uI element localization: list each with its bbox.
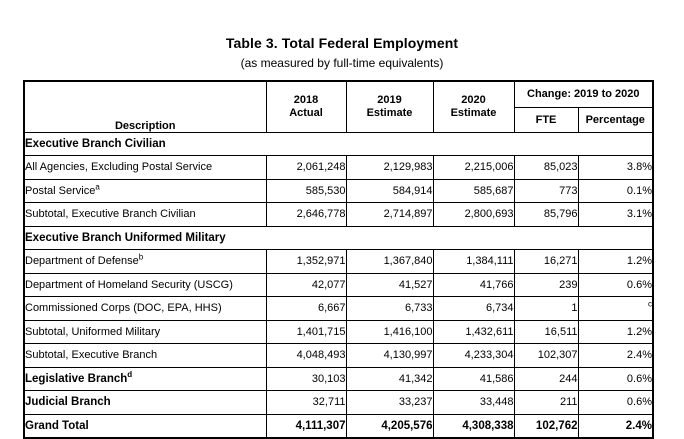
row-subtotal-uniformed-military (24, 320, 653, 344)
col-header-2019-sublabel: Estimate (366, 106, 413, 119)
cell-2018: 30,103 (266, 367, 346, 391)
cell-fte: 102,307 (514, 344, 578, 368)
cell-2020: 585,687 (433, 179, 514, 203)
cell-2018: 6,667 (266, 297, 346, 321)
cell-percentage: 0.1% (578, 179, 653, 203)
cell-2020: 2,215,006 (433, 156, 514, 180)
col-header-2018-sublabel: Actual (289, 106, 323, 119)
cell-percentage: 2.4% (578, 344, 653, 368)
col-header-2020-estimate (433, 81, 514, 132)
cell-label: Subtotal, Executive Branch Civilian (24, 203, 266, 227)
cell-fte: 211 (514, 391, 578, 415)
cell-2020: 4,233,304 (433, 344, 514, 368)
cell-2018: 2,061,248 (266, 156, 346, 180)
cell-2019: 41,527 (346, 273, 433, 297)
cell-label (24, 250, 266, 274)
footnote-marker-d: d (127, 369, 133, 379)
cell-2018: 42,077 (266, 273, 346, 297)
cell-fte: 244 (514, 367, 578, 391)
cell-label: Department of Homeland Security (USCG) (24, 273, 266, 297)
cell-label: Subtotal, Executive Branch (24, 344, 266, 368)
cell-fte: 85,796 (514, 203, 578, 227)
cell-percentage: 0.6% (578, 367, 653, 391)
cell-fte: 773 (514, 179, 578, 203)
cell-2020: 6,734 (433, 297, 514, 321)
row-department-of-defense (24, 250, 653, 274)
cell-percentage: 0.6% (578, 391, 653, 415)
cell-fte: 239 (514, 273, 578, 297)
cell-2018: 1,401,715 (266, 320, 346, 344)
cell-2019: 2,714,897 (346, 203, 433, 227)
cell-percentage: 3.1% (578, 203, 653, 227)
cell-2020: 4,308,338 (433, 414, 514, 438)
cell-2018: 4,111,307 (266, 414, 346, 438)
cell-2020: 41,766 (433, 273, 514, 297)
row-commissioned-corps (24, 297, 653, 321)
row-label-text: Legislative Branch (25, 372, 128, 385)
col-header-2020-sublabel: Estimate (450, 106, 497, 119)
footnote-marker-c: c (648, 299, 652, 309)
cell-2019: 4,205,576 (346, 414, 433, 438)
cell-label: Commissioned Corps (DOC, EPA, HHS) (24, 297, 266, 321)
row-label-text: Postal Service (25, 184, 96, 197)
cell-label (24, 179, 266, 203)
col-header-2019-year: 2019 (377, 93, 402, 106)
cell-2019: 584,914 (346, 179, 433, 203)
row-legislative-branch (24, 367, 653, 391)
row-subtotal-executive-branch (24, 344, 653, 368)
row-all-agencies (24, 156, 653, 180)
col-header-percentage: Percentage (578, 107, 653, 132)
table-subtitle: (as measured by full-time equivalents) (240, 56, 444, 70)
header-row-top (24, 81, 653, 107)
row-grand-total (24, 414, 653, 438)
cell-label: Judicial Branch (24, 391, 266, 415)
col-header-description: Description (24, 81, 266, 132)
cell-2020: 1,432,611 (433, 320, 514, 344)
cell-2019: 1,416,100 (346, 320, 433, 344)
footnote-marker-b: b (138, 252, 144, 262)
row-label-text: Department of Defense (25, 255, 139, 268)
table-title: Table 3. Total Federal Employment (225, 35, 459, 51)
col-header-2018-actual (266, 81, 346, 132)
cell-2018: 2,646,778 (266, 203, 346, 227)
cell-2019: 41,342 (346, 367, 433, 391)
section-label: Executive Branch Civilian (24, 132, 653, 156)
cell-2020: 41,586 (433, 367, 514, 391)
col-header-2018-year: 2018 (293, 93, 319, 106)
cell-2020: 2,800,693 (433, 203, 514, 227)
col-header-fte: FTE (514, 107, 578, 132)
cell-2019: 6,733 (346, 297, 433, 321)
cell-2018: 4,048,493 (266, 344, 346, 368)
row-postal-service (24, 179, 653, 203)
cell-fte: 16,271 (514, 250, 578, 274)
cell-percentage: 2.4% (578, 414, 653, 438)
cell-percentage: 1.2% (578, 320, 653, 344)
cell-label (24, 367, 266, 391)
section-row-executive-branch-uniformed-military (24, 226, 653, 250)
federal-employment-table (23, 80, 654, 439)
cell-2018: 32,711 (266, 391, 346, 415)
cell-2020: 33,448 (433, 391, 514, 415)
cell-fte: 102,762 (514, 414, 578, 438)
cell-label: Grand Total (24, 414, 266, 438)
cell-label: Subtotal, Uniformed Military (24, 320, 266, 344)
row-judicial-branch (24, 391, 653, 415)
cell-2018: 585,530 (266, 179, 346, 203)
cell-2019: 2,129,983 (346, 156, 433, 180)
cell-2018: 1,352,971 (266, 250, 346, 274)
cell-percentage (578, 297, 653, 321)
cell-2019: 4,130,997 (346, 344, 433, 368)
cell-2019: 1,367,840 (346, 250, 433, 274)
col-header-2020-year: 2020 (461, 93, 486, 106)
cell-fte: 16,511 (514, 320, 578, 344)
cell-2020: 1,384,111 (433, 250, 514, 274)
cell-fte: 1 (514, 297, 578, 321)
row-homeland-security-uscg (24, 273, 653, 297)
cell-label: All Agencies, Excluding Postal Service (24, 156, 266, 180)
cell-percentage: 1.2% (578, 250, 653, 274)
cell-percentage: 3.8% (578, 156, 653, 180)
cell-percentage: 0.6% (578, 273, 653, 297)
col-header-change-group: Change: 2019 to 2020 (514, 81, 653, 107)
section-row-executive-branch-civilian (24, 132, 653, 156)
col-header-2019-estimate (346, 81, 433, 132)
footnote-marker-a: a (95, 182, 100, 192)
cell-2019: 33,237 (346, 391, 433, 415)
section-label: Executive Branch Uniformed Military (24, 226, 653, 250)
row-subtotal-executive-branch-civilian (24, 203, 653, 227)
cell-fte: 85,023 (514, 156, 578, 180)
